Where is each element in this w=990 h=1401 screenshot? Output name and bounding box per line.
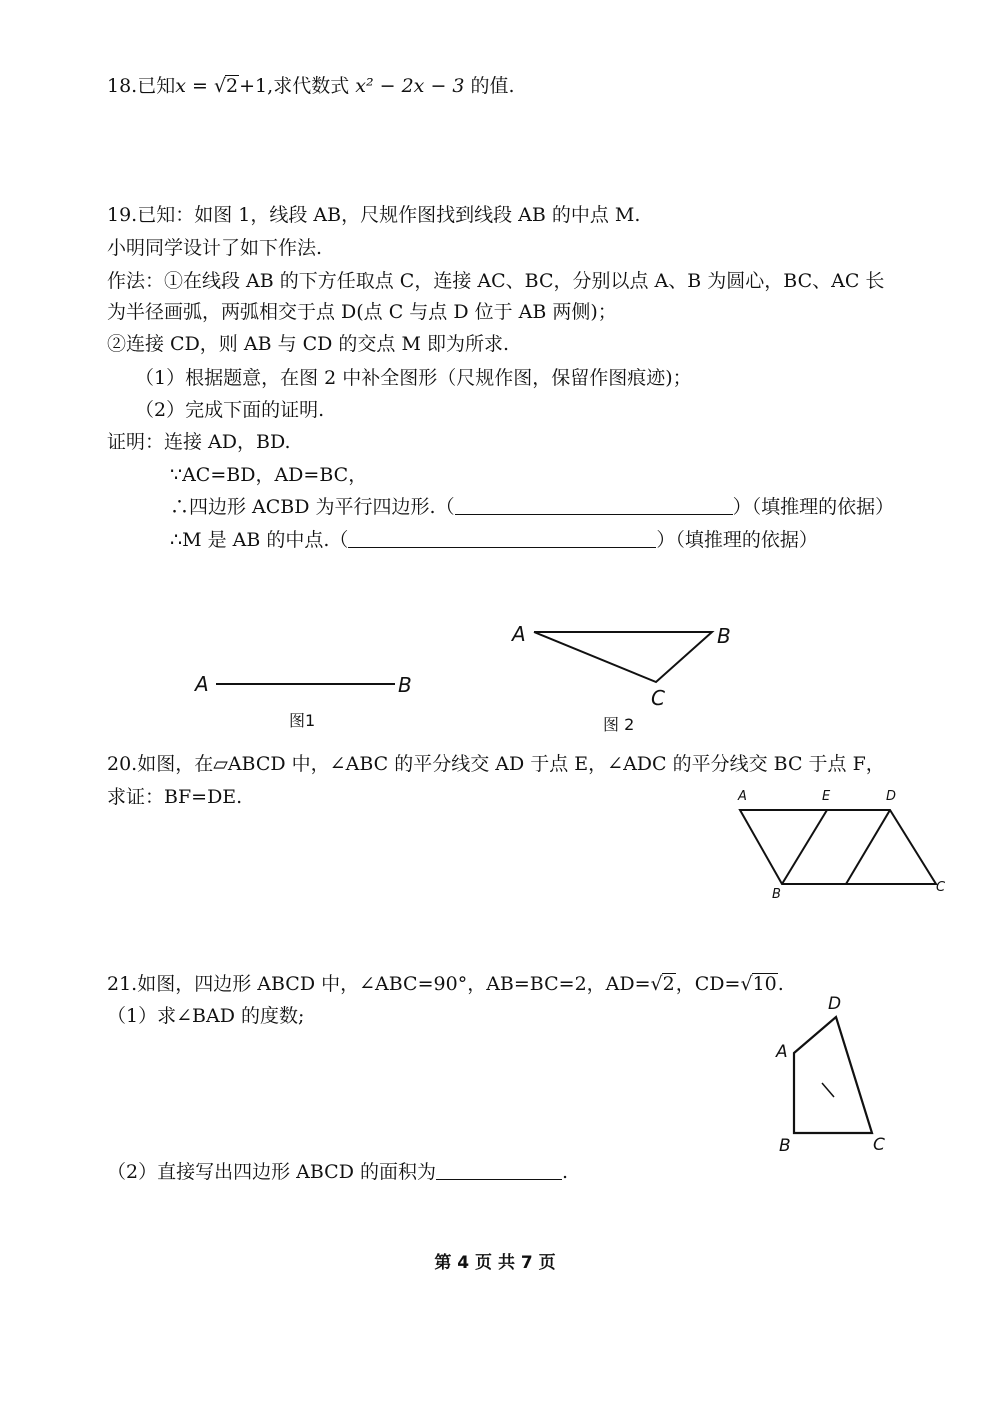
q21-label-c: C [873,1135,885,1155]
figure-2 [520,620,730,700]
parallelogram-abcd [740,810,936,884]
segment-be [782,810,827,884]
q21-part1: （1）求∠BAD 的度数; [107,1005,305,1027]
q19-line3: 作法：①在线段 AB 的下方任取点 C，连接 AC、BC，分别以点 A、B 为圆心，BC、AC 长 [107,270,885,292]
q20-label-a: A [738,789,747,804]
q21-part2: （2）直接写出四边形 ABCD 的面积为 . [107,1161,569,1183]
triangle-abc [534,632,712,682]
answer-blank-2[interactable] [348,529,656,548]
page-footer: 第 4 页 共 7 页 [434,1253,556,1273]
fig1-label-b: B [398,673,412,697]
fig2-label-a: A [512,622,526,646]
q19-therefore2: ∴M 是 AB 的中点.（ ）（填推理的依据） [170,529,818,551]
q21-line1: 21.如图，四边形 ABCD 中，∠ABC=90°，AB=BC=2，AD=√2，CD=√10. [107,973,784,995]
q19-line2: 小明同学设计了如下作法. [107,237,323,259]
fig1-label-a: A [195,672,209,696]
q18-text: 18.已知x = √2+1,求代数式 x² − 2x − 3 的值. [107,75,515,97]
figure-q20-parallelogram [730,800,950,900]
q21-label-d: D [828,994,842,1014]
q19-part1: （1）根据题意，在图 2 中补全图形（尺规作图，保留作图痕迹)； [135,367,692,389]
figure-1 [190,668,420,703]
q21-label-b: B [779,1136,791,1156]
figure-q21-quadrilateral [780,1005,890,1145]
q19-part2: （2）完成下面的证明. [135,399,325,421]
quadrilateral-abcd [794,1017,872,1133]
q20-label-e: E [822,789,831,804]
answer-blank-1[interactable] [455,496,733,515]
q20-label-c: C [936,880,946,895]
q19-therefore1: ∴四边形 ACBD 为平行四边形.（ ）（填推理的依据） [170,496,895,518]
q20-label-d: D [886,789,897,804]
q19-proof-start: 证明：连接 AD，BD. [107,431,291,453]
tick-mark [822,1083,834,1097]
q20-line2: 求证：BF=DE. [107,786,243,808]
q20-line1: 20.如图，在▱ABCD 中，∠ABC 的平分线交 AD 于点 E，∠ADC 的平分线交 BC 于点 F， [107,753,885,775]
q19-because: ∵AC=BD，AD=BC， [170,464,368,486]
segment-df [846,810,890,884]
answer-blank-area[interactable] [436,1161,562,1180]
fig2-caption: 图 2 [603,715,635,734]
fig2-label-c: C [651,686,665,710]
q19-line1: 19.已知：如图 1，线段 AB，尺规作图找到线段 AB 的中点 M. [107,204,641,226]
fig1-caption: 图1 [289,711,316,730]
fig2-label-b: B [717,624,731,648]
q21-label-a: A [776,1042,788,1062]
q19-line4: 为半径画弧，两弧相交于点 D(点 C 与点 D 位于 AB 两侧)； [107,301,617,323]
q19-line5: ②连接 CD，则 AB 与 CD 的交点 M 即为所求. [107,333,509,355]
q20-label-b: B [772,887,781,902]
